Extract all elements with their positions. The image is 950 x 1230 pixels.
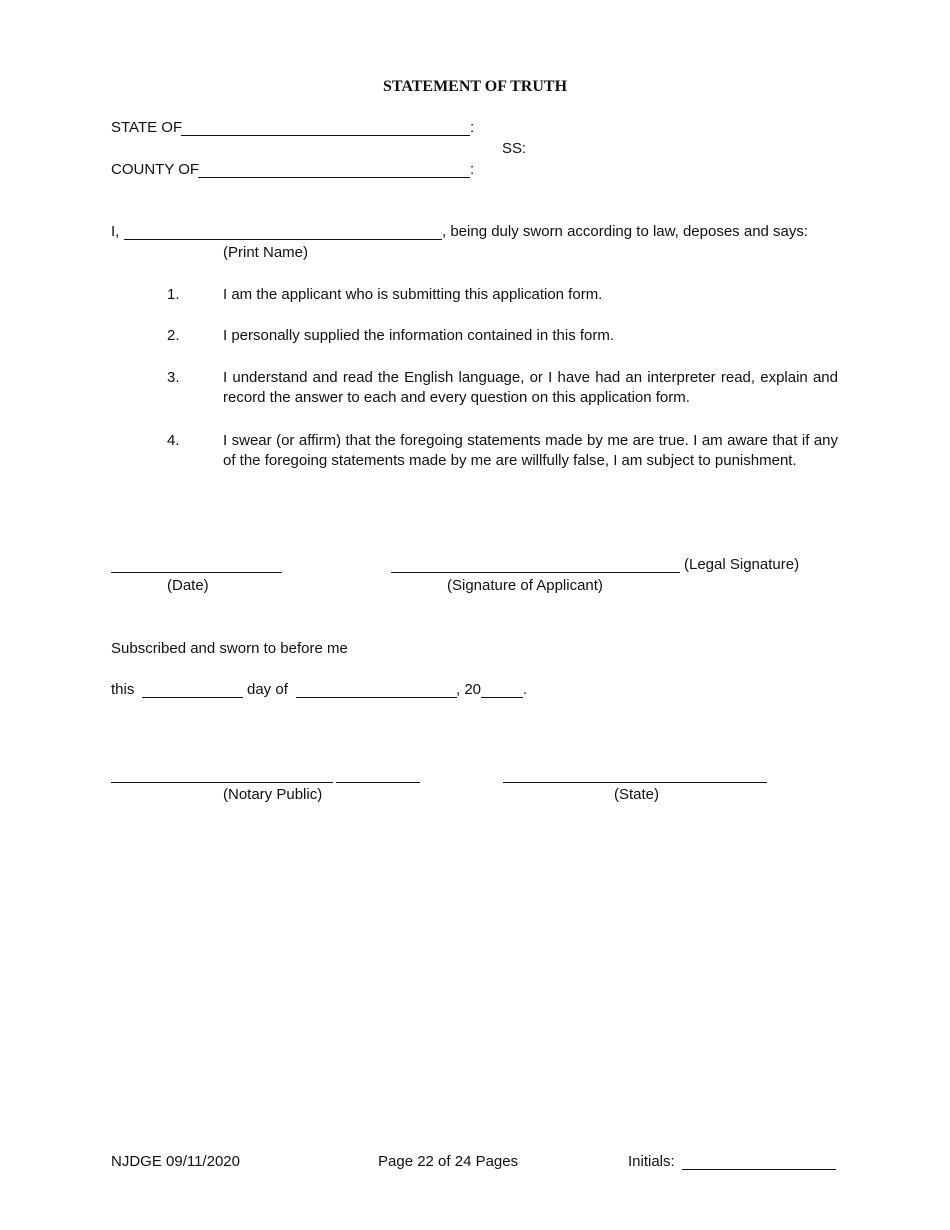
statement-text: I swear (or affirm) that the foregoing statements made by me are true. I am aware that if any of the foregoing statements made by me are willfully false, I am subject to punishment. bbox=[223, 432, 838, 469]
applicant-signature-field[interactable] bbox=[391, 572, 680, 573]
statement-number: 3. bbox=[167, 369, 180, 386]
state-caption: (State) bbox=[614, 786, 660, 803]
year-prefix: , 20 bbox=[456, 681, 482, 698]
subscribed-text: Subscribed and sworn to before me bbox=[111, 640, 348, 657]
state-colon: : bbox=[470, 119, 475, 136]
statement-text: I understand and read the English language, or I have had an interpreter read, explain and record the answer to each and every question on this application form. bbox=[223, 369, 838, 406]
statement-number: 4. bbox=[167, 432, 180, 449]
ss-label: SS: bbox=[502, 140, 527, 157]
applicant-caption: (Signature of Applicant) bbox=[447, 577, 603, 594]
day-field[interactable] bbox=[142, 697, 243, 698]
county-label: COUNTY OF bbox=[111, 161, 200, 178]
notary-extra-field[interactable] bbox=[336, 782, 420, 783]
year-field[interactable] bbox=[481, 697, 523, 698]
statement-text: I personally supplied the information contained in this form. bbox=[223, 327, 615, 344]
print-name-caption: (Print Name) bbox=[223, 244, 309, 261]
this-label: this bbox=[111, 681, 135, 698]
legal-signature-label: (Legal Signature) bbox=[684, 556, 800, 573]
year-period: . bbox=[523, 681, 528, 698]
affiant-prefix: I, bbox=[111, 223, 120, 240]
footer-initials-label: Initials: bbox=[628, 1153, 675, 1170]
notary-state-field[interactable] bbox=[503, 782, 767, 783]
footer-page-info: Page 22 of 24 Pages bbox=[378, 1153, 519, 1170]
affiant-suffix: , being duly sworn according to law, deposes and says: bbox=[442, 223, 809, 240]
footer-doc-id: NJDGE 09/11/2020 bbox=[111, 1153, 240, 1170]
county-field[interactable] bbox=[198, 177, 470, 178]
day-of-label: day of bbox=[247, 681, 288, 698]
page-title: STATEMENT OF TRUTH bbox=[382, 78, 568, 95]
statement-number: 2. bbox=[167, 327, 180, 344]
county-colon: : bbox=[470, 161, 475, 178]
state-field[interactable] bbox=[181, 135, 470, 136]
month-field[interactable] bbox=[296, 697, 457, 698]
date-caption: (Date) bbox=[167, 577, 209, 594]
print-name-field[interactable] bbox=[124, 239, 442, 240]
statement-text: I am the applicant who is submitting this application form. bbox=[223, 286, 603, 303]
state-label: STATE OF bbox=[111, 119, 183, 136]
notary-signature-field[interactable] bbox=[111, 782, 333, 783]
statement-number: 1. bbox=[167, 286, 180, 303]
date-field[interactable] bbox=[111, 572, 282, 573]
notary-caption: (Notary Public) bbox=[223, 786, 323, 803]
initials-field[interactable] bbox=[682, 1169, 836, 1170]
